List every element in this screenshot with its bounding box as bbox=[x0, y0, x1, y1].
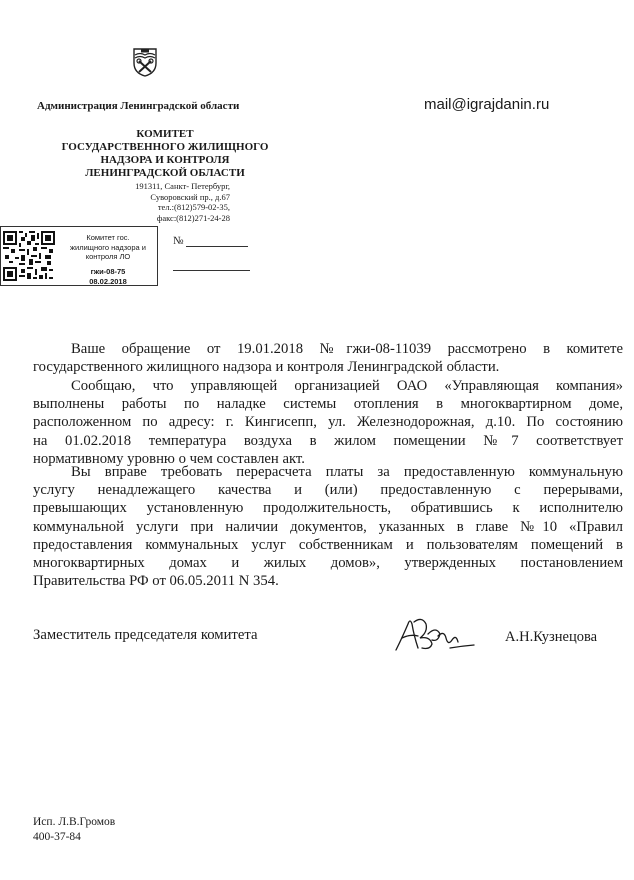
body-line: Вы вправе требовать перерасчета платы за предоставленную коммунальную bbox=[71, 464, 623, 480]
signer-name: А.Н.Кузнецова bbox=[505, 629, 598, 645]
body-line: многоквартирных домах и жилых домов», утвержденных постановлением bbox=[33, 555, 623, 572]
body-line: Сообщаю, что управляющей организацией ОАО «Управляющая компания» bbox=[71, 378, 623, 394]
body-line: на 01.02.2018 температура воздуха в жилом помещении №7 соответствует bbox=[33, 432, 623, 449]
qr-code-icon bbox=[3, 231, 55, 281]
committee-line: КОМИТЕТ bbox=[136, 128, 194, 140]
signer-position: Заместитель председателя комитета bbox=[33, 627, 258, 643]
body-line: выполнены работы по наладке системы отопления в многоквартирном доме, bbox=[33, 396, 623, 413]
stamp-org-line: контроля ЛО bbox=[85, 252, 131, 261]
address-line: 191311, Санкт- Петербург, bbox=[135, 181, 230, 191]
body-line: услугу ненадлежащего качества и (или) предоставленную с перерывами, bbox=[33, 482, 623, 499]
outgoing-number-label: № bbox=[173, 235, 184, 247]
stamp-organization bbox=[59, 233, 157, 262]
body-line: предоставления коммунальных услуг собственникам и пользователям помещений в bbox=[33, 536, 623, 553]
body-line: Ваше обращение от 19.01.2018 №гжи-08-11039 рассмотрено в комитете bbox=[71, 341, 623, 357]
executor-info bbox=[33, 815, 115, 845]
stamp-org-line: Комитет гос. bbox=[86, 233, 130, 242]
stamp-org-line: жилищного надзора и bbox=[70, 242, 146, 252]
address-line: тел.:(812)579-02-35, bbox=[157, 202, 230, 212]
body-paragraph-3 bbox=[33, 463, 623, 590]
address-line: факс:(812)271-24-28 bbox=[156, 212, 230, 223]
coat-of-arms-icon bbox=[132, 47, 158, 77]
administration-name: Администрация Ленинградской области bbox=[37, 100, 240, 112]
stamp-registration bbox=[59, 267, 157, 287]
body-line: Правительства РФ от 06.05.2011 N 354. bbox=[33, 573, 279, 590]
stamp-reg-date: 08.02.2018 bbox=[89, 277, 127, 286]
body-line: превышающих установленную продолжительность, обратившись к исполнителю bbox=[33, 500, 623, 517]
committee-line: НАДЗОРА И КОНТРОЛЯ bbox=[100, 154, 230, 166]
committee-line: ГОСУДАРСТВЕННОГО ЖИЛИЩНОГО bbox=[61, 141, 269, 153]
body-line: государственного жилищного надзора и контроля Ленинградской области. bbox=[33, 359, 500, 376]
committee-line: ЛЕНИНГРАДСКОЙ ОБЛАСТИ bbox=[85, 167, 245, 179]
body-paragraph-2 bbox=[33, 377, 623, 468]
email-address: mail@igrajdanin.ru bbox=[424, 96, 550, 113]
stamp-reg-number: гжи-08-75 bbox=[90, 267, 126, 276]
committee-address bbox=[80, 181, 230, 223]
registration-stamp bbox=[0, 226, 158, 286]
executor-name: Исп. Л.В.Громов bbox=[33, 816, 116, 828]
handwritten-signature bbox=[392, 612, 477, 657]
executor-phone: 400-37-84 bbox=[33, 831, 81, 843]
body-line: коммунальной услуги при наличии документов, указанных в главе №10 «Правил bbox=[33, 518, 623, 535]
body-paragraph-1 bbox=[33, 340, 623, 376]
outgoing-date-line bbox=[173, 270, 250, 271]
address-line: Суворовский пр., д.67 bbox=[150, 191, 230, 202]
outgoing-number-line bbox=[186, 246, 248, 247]
body-line: нормативному уровню о чем составлен акт. bbox=[33, 450, 305, 467]
committee-name bbox=[50, 128, 280, 180]
body-line: расположенном по адресу: г. Кингисепп, ул. Железнодорожная, д.10. По состоянию bbox=[33, 414, 623, 431]
